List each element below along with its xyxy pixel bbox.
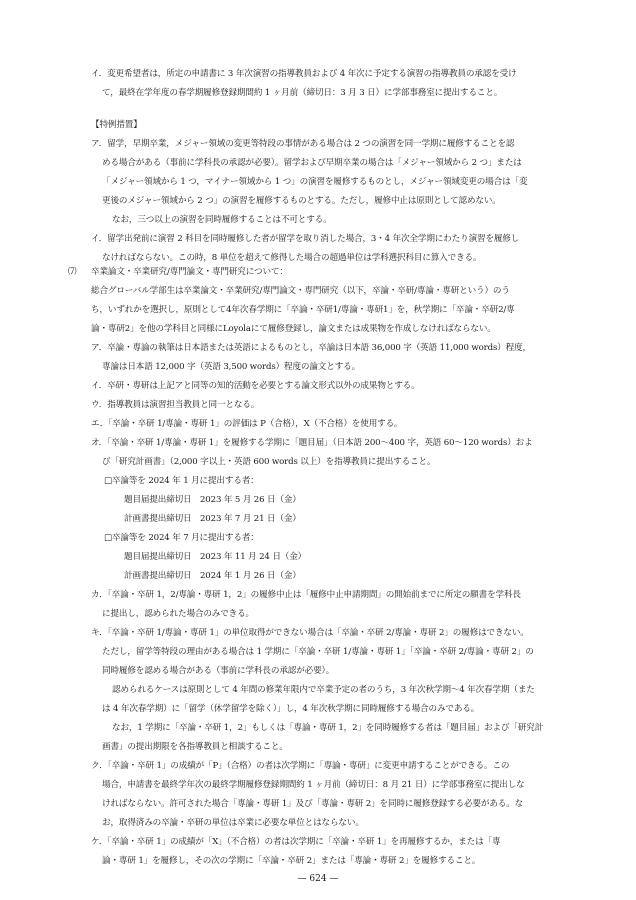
text-line: ただし，留学等特段の理由がある場合は 1 学期に「卒論・卒研 1/専論・専研 1」「卒論・卒研 2/専論・専研 2」の <box>102 647 534 657</box>
text-line: ア．卒論・専論の執筆は日本語または英語によるものとし，卒論は日本語 36,000 字（英語 11,000 words）程度， <box>91 343 531 353</box>
text-line: ち，いずれかを選択し，原則として4年次春学期に「卒論・卒研1/専論・専研1」を，秋学期に「卒論・卒研2/専 <box>91 305 515 315</box>
text-line: オ．「卒論・卒研 1/専論・専研 1」を履修する学期に「題目届」（日本語 200～400 字，英語 60～120 words）およ <box>91 438 533 448</box>
text-line: 論・専研 1」を履修し，その次の学期に「卒論・卒研 2」または「専論・専研 2」を履修すること。 <box>102 856 481 866</box>
text-line: ア．留学，早期卒業，メジャー領域の変更等特段の事情がある場合は 2 つの演習を同一学期に履修することを認 <box>91 139 515 149</box>
text-line: なければならない。この時，8 単位を超えて修得した場合の超過単位は学科選択科目に算入できる。 <box>102 253 482 263</box>
text-line: 認められるケースは原則として 4 年間の修業年限内で卒業予定の者のうち，3 年次秋学期～4 年次春学期（また <box>112 685 535 695</box>
text-line: び「研究計画書」（2,000 字以上・英語 600 words 以上）を指導教員に提出すること。 <box>102 457 436 467</box>
text-line: 同時履修を認める場合がある（事前に学科長の承認が必要）。 <box>102 666 335 676</box>
text-line: 計画書提出締切日 2023 年 7 月 21 日（金） <box>124 514 301 524</box>
text-line: イ．留学出発前に演習 2 科目を同時履修した者が留学を取り消した場合，3・4 年次全学期にわたり演習を履修し <box>91 234 520 244</box>
text-line: なお，三つ以上の演習を同時履修することは不可とする。 <box>112 215 332 225</box>
text-line: 専論は日本語 12,000 字（英語 3,500 words）程度の論文とする。 <box>102 362 361 372</box>
text-line: ク．「卒論・卒研 1」の成績が「P」（合格）の者は次学期に「専論・専研」に変更申請することができる。この <box>91 761 510 771</box>
text-line: は 4 年次春学期）に「留学（休学留学を除く）」し，4 年次秋学期に同時履修する場合のみである。 <box>102 704 480 714</box>
text-line: イ．卒研・専研は上記アと同等の知的活動を必要とする論文形式以外の成果物とする。 <box>91 381 420 391</box>
text-line: 題目届提出締切日 2023 年 11 月 24 日（金） <box>124 552 307 562</box>
text-line: カ．「卒論・卒研 1，2/専論・専研 1，2」の履修中止は「履修中止申請期間」の開始前までに所定の願書を学科長 <box>91 590 521 600</box>
item-number: ⑺ <box>68 267 77 277</box>
text-line: ければならない。許可された場合「専論・専研 1」及び「専論・専研 2」を同時に履修登録する必要がある。な <box>102 799 524 809</box>
text-line: イ．変更希望者は，所定の申請書に 3 年次演習の指導教員および 4 年次に予定する演習の指導教員の承認を受け <box>91 69 517 79</box>
text-line: 画書」の提出期限を各指導教員と相談すること。 <box>102 742 288 752</box>
text-line: お，取得済みの卒論・卒研の単位は卒業に必要な単位とはならない。 <box>102 818 364 828</box>
text-line: キ．「卒論・卒研 1/専論・専研 1」の単位取得ができない場合は「卒論・卒研 2/専論・専研 2」の履修はできない。 <box>91 628 529 638</box>
section-heading: 卒業論文・卒業研究/専門論文・専門研究について： <box>91 267 288 277</box>
text-line: ウ．指導教員は演習担当教員と同一となる。 <box>91 400 260 410</box>
text-line: 総合グローバル学部生は卒業論文・卒業研究/専門論文・専門研究（以下，卒論・卒研/専論・専研という）のう <box>91 286 510 296</box>
text-line: 「メジャー領域から 1 つ，マイナー領域から 1 つ」の演習を履修するものとし，メジャー領域変更の場合は「変 <box>102 177 528 187</box>
text-line: 場合，申請書を最終学年次の最終学期履修登録期間約 1 ヶ月前（締切日：8 月 21 日）に学部事務室に提出しな <box>102 780 525 790</box>
text-line: に提出し，認められた場合のみできる。 <box>102 609 254 619</box>
text-line: □卒論等を 2024 年 7 月に提出する者： <box>104 533 259 543</box>
page-number: — 624 — <box>297 874 339 884</box>
text-line: エ．「卒論・卒研 1/専論・専研 1」の評価は P（合格），X（不合格）を使用する。 <box>91 419 403 429</box>
text-line: 題目届提出締切日 2023 年 5 月 26 日（金） <box>124 495 301 505</box>
text-line: 計画書提出締切日 2024 年 1 月 26 日（金） <box>124 571 301 581</box>
section-heading: 【特例措置】 <box>91 120 142 130</box>
text-line: て，最終在学年度の春学期履修登録期間約 1 ヶ月前（締切日：3 月 3 日）に学部事務室に提出すること。 <box>102 88 503 98</box>
text-line: める場合がある（事前に学科長の承認が必要）。留学および早期卒業の場合は「メジャー領域から 2 つ」または <box>102 158 522 168</box>
text-line: ケ．「卒論・卒研 1」の成績が「X」（不合格）の者は次学期に「卒論・卒研 1」を再履修するか，または「専 <box>91 837 501 847</box>
text-line: なお，1 学期に「卒論・卒研 1，2」もしくは「専論・専研 1，2」を同時履修する者は「題目届」および「研究計 <box>112 723 544 733</box>
text-line: 論・専研2」を他の学科目と同様にLoyolaにて履修登録し，論文または成果物を作成しなければならない。 <box>91 324 496 334</box>
text-line: 更後のメジャー領域から 2 つ」の演習を履修するものとする。ただし，履修中止は原則として認めない。 <box>102 196 501 206</box>
text-line: □卒論等を 2024 年 1 月に提出する者： <box>104 476 259 486</box>
